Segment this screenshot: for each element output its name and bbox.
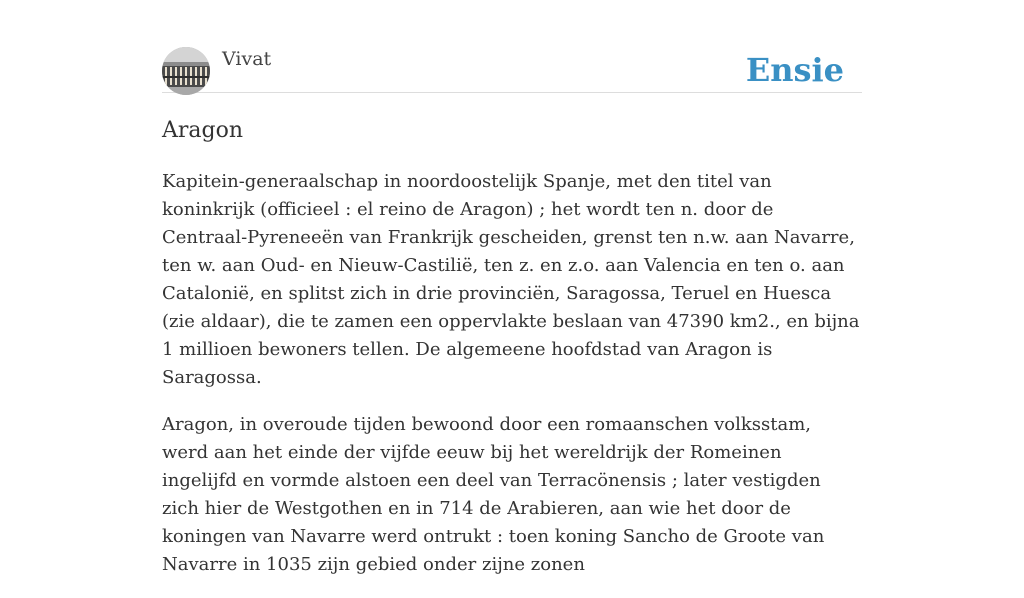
header xyxy=(162,46,862,93)
article-title: Aragon xyxy=(162,118,244,143)
paragraph: Kapitein-generaalschap in noordoostelijk Spanje, met den titel van koninkrijk (officieel : el reino de Aragon) ; het wordt ten n. door de Centraal-Pyreneeën van Frankrijk gescheiden, grenst ten n.w. aan Navarre, ten w. aan Oud- en Nieuw-Castilië, ten z. en z.o. aan Valencia en ten o. aan Catalonië, en splitst zich in drie provinciën, Saragossa, Teruel en Huesca (zie aldaar), die te zamen een oppervlakte beslaan van 47390 km2., en bijna 1 millioen bewoners tellen. De algemeene hoofdstad van Aragon is Saragossa. xyxy=(162,171,860,388)
page xyxy=(162,0,862,575)
paragraph: Aragon, in overoude tijden bewoond door een romaanschen volksstam, werd aan het einde der vijfde eeuw bij het wereldrijk der Romeinen ingelijfd en vormde alstoen een deel van Terracönensis ; later vestigden zich hier de Westgothen en in 714 de Arabieren, aan wie het door de koningen van Navarre werd ontrukt : toen koning Sancho de Groote van Navarre in 1035 zijn gebied onder zijne zonen xyxy=(162,414,825,575)
ensie-logo[interactable]: Ensie xyxy=(745,51,844,89)
avatar-image xyxy=(162,47,210,95)
avatar[interactable] xyxy=(162,47,210,95)
author-name[interactable]: Vivat xyxy=(222,48,272,70)
article-body xyxy=(162,168,862,598)
